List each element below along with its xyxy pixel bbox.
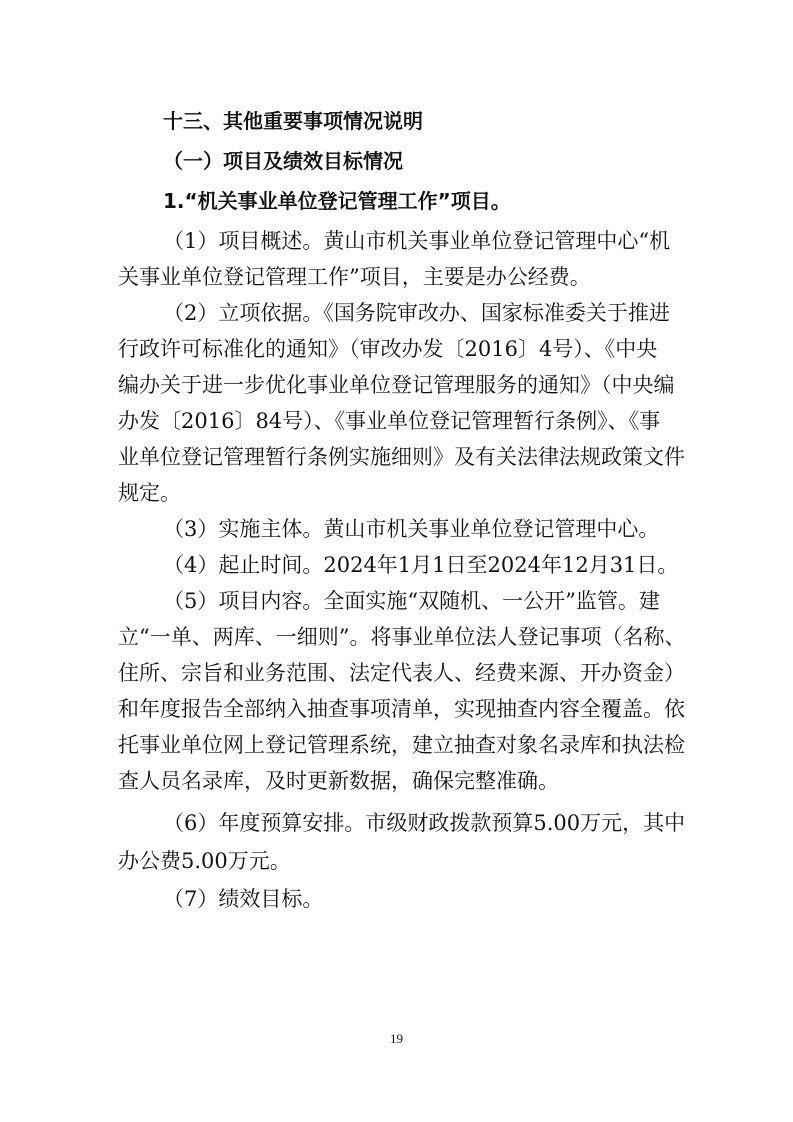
paragraph-line: 行政许可标准化的通知》（审改办发〔2016〕4号）、《中央 [118, 337, 658, 361]
paragraph-line: （4）起止时间。2024年1月1日至2024年12月31日。 [163, 553, 679, 577]
paragraph-line: 立“一单、两库、一细则”。将事业单位法人登记事项（名称、 [118, 625, 686, 649]
paragraph-line: 和年度报告全部纳入抽查事项清单，实现抽查内容全覆盖。依 [118, 697, 685, 721]
paragraph-line: 托事业单位网上登记管理系统，建立抽查对象名录库和执法检 [118, 733, 685, 757]
section-heading: 十三、其他重要事项情况说明 [163, 109, 423, 133]
paragraph-line: （6）年度预算安排。市级财政拨款预算5.00万元，其中 [163, 811, 686, 835]
paragraph-line: 办公费5.00万元。 [118, 849, 291, 873]
paragraph-line: （1）项目概述。黄山市机关事业单位登记管理中心“机 [163, 229, 671, 253]
paragraph-line: （5）项目内容。全面实施“双随机、一公开”监管。建 [163, 589, 660, 613]
paragraph-line: 查人员名录库，及时更新数据，确保完整准确。 [118, 769, 559, 793]
paragraph-line: 业单位登记管理暂行条例实施细则》及有关法律法规政策文件 [118, 445, 685, 469]
page-number: 19 [390, 1031, 403, 1046]
paragraph-line: 关事业单位登记管理工作”项目，主要是办公经费。 [118, 265, 591, 289]
paragraph-line: （2）立项依据。《国务院审改办、国家标准委关于推进 [163, 301, 670, 325]
paragraph-line: 编办关于进一步优化事业单位登记管理服务的通知》（中央编 [118, 373, 675, 397]
paragraph-line: 规定。 [118, 481, 181, 505]
paragraph-line: （7）绩效目标。 [163, 887, 324, 911]
paragraph-line: （3）实施主体。黄山市机关事业单位登记管理中心。 [163, 517, 660, 541]
project-title: 1.“机关事业单位登记管理工作”项目。 [163, 189, 511, 213]
subsection-heading: （一）项目及绩效目标情况 [163, 149, 403, 173]
paragraph-line: 住所、宗旨和业务范围、法定代表人、经费来源、开办资金） [118, 661, 685, 685]
paragraph-line: 办发〔2016〕84号）、《事业单位登记管理暂行条例》、《事 [118, 409, 661, 433]
